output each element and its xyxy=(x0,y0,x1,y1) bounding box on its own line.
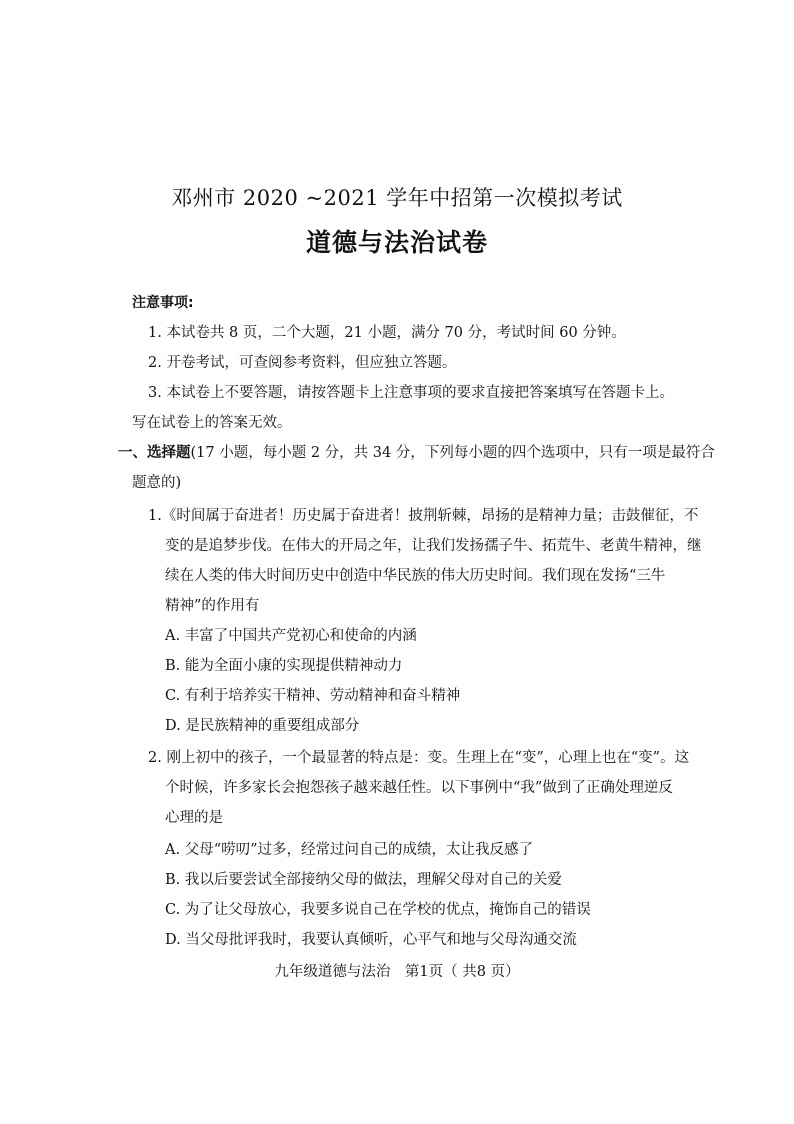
exam-title: 邓州市 2020 ~2021 学年中招第一次模拟考试 xyxy=(171,186,623,210)
q2-stem-line-1: 2. 刚上初中的孩子，一个最显著的特点是：变。生理上在“变”，心理上也在“变”。这 xyxy=(148,750,690,766)
section-1-label: 一、选择题 xyxy=(118,445,191,461)
q2-option-c: C. 为了让父母放心，我要多说自己在学校的优点，掩饰自己的错误 xyxy=(165,902,591,918)
q1-option-c: C. 有利于培养实干精神、劳动精神和奋斗精神 xyxy=(165,688,461,704)
q2-option-b: B. 我以后要尝试全部接纳父母的做法，理解父母对自己的关爱 xyxy=(165,872,562,888)
note-item-1: 1. 本试卷共 8 页，二个大题，21 小题，满分 70 分，考试时间 60 分钟。 xyxy=(148,325,626,341)
page-footer: 九年级道德与法治 第1页（ 共8 页） xyxy=(274,964,520,980)
section-1-heading xyxy=(118,443,715,463)
section-1-instruction: (17 小题，每小题 2 分，共 34 分，下列每小题的四个选项中，只有一项是最符合 xyxy=(190,445,715,461)
q2-stem-line-3: 心理的是 xyxy=(165,810,223,826)
q1-stem-line-3: 续在人类的伟大时间历史中创造中华民族的伟大历史时间。我们现在发扬“三牛 xyxy=(165,568,666,584)
exam-subtitle: 道德与法治试卷 xyxy=(305,228,488,257)
section-1-instruction-continued: 题意的) xyxy=(132,475,182,491)
q1-stem-line-4: 精神”的作用有 xyxy=(165,598,260,614)
note-item-3: 3. 本试卷上不要答题，请按答题卡上注意事项的要求直接把答案填写在答题卡上。 xyxy=(148,385,674,401)
notes-heading: 注意事项: xyxy=(132,295,194,311)
q1-stem-line-2: 变的是追梦步伐。在伟大的开局之年，让我们发扬孺子牛、拓荒牛、老黄牛精神，继 xyxy=(165,538,702,554)
q2-stem-line-2: 个时候，许多家长会抱怨孩子越来越任性。以下事例中“我”做到了正确处理逆反 xyxy=(165,780,673,796)
q1-option-a: A. 丰富了中国共产党初心和使命的内涵 xyxy=(165,628,417,644)
note-item-2: 2. 开卷考试，可查阅参考资料，但应独立答题。 xyxy=(148,355,457,371)
q2-option-d: D. 当父母批评我时，我要认真倾听，心平气和地与父母沟通交流 xyxy=(165,932,577,948)
note-item-3-continued: 写在试卷上的答案无效。 xyxy=(132,415,292,431)
q1-option-b: B. 能为全面小康的实现提供精神动力 xyxy=(165,658,403,674)
q1-option-d: D. 是民族精神的重要组成部分 xyxy=(165,718,360,734)
q2-option-a: A. 父母“唠叨”过多，经常过问自己的成绩，太让我反感了 xyxy=(165,842,534,858)
q1-stem-line-1: 1.《时间属于奋进者！历史属于奋进者！披荆斩棘，昂扬的是精神力量；击鼓催征，不 xyxy=(148,508,699,524)
